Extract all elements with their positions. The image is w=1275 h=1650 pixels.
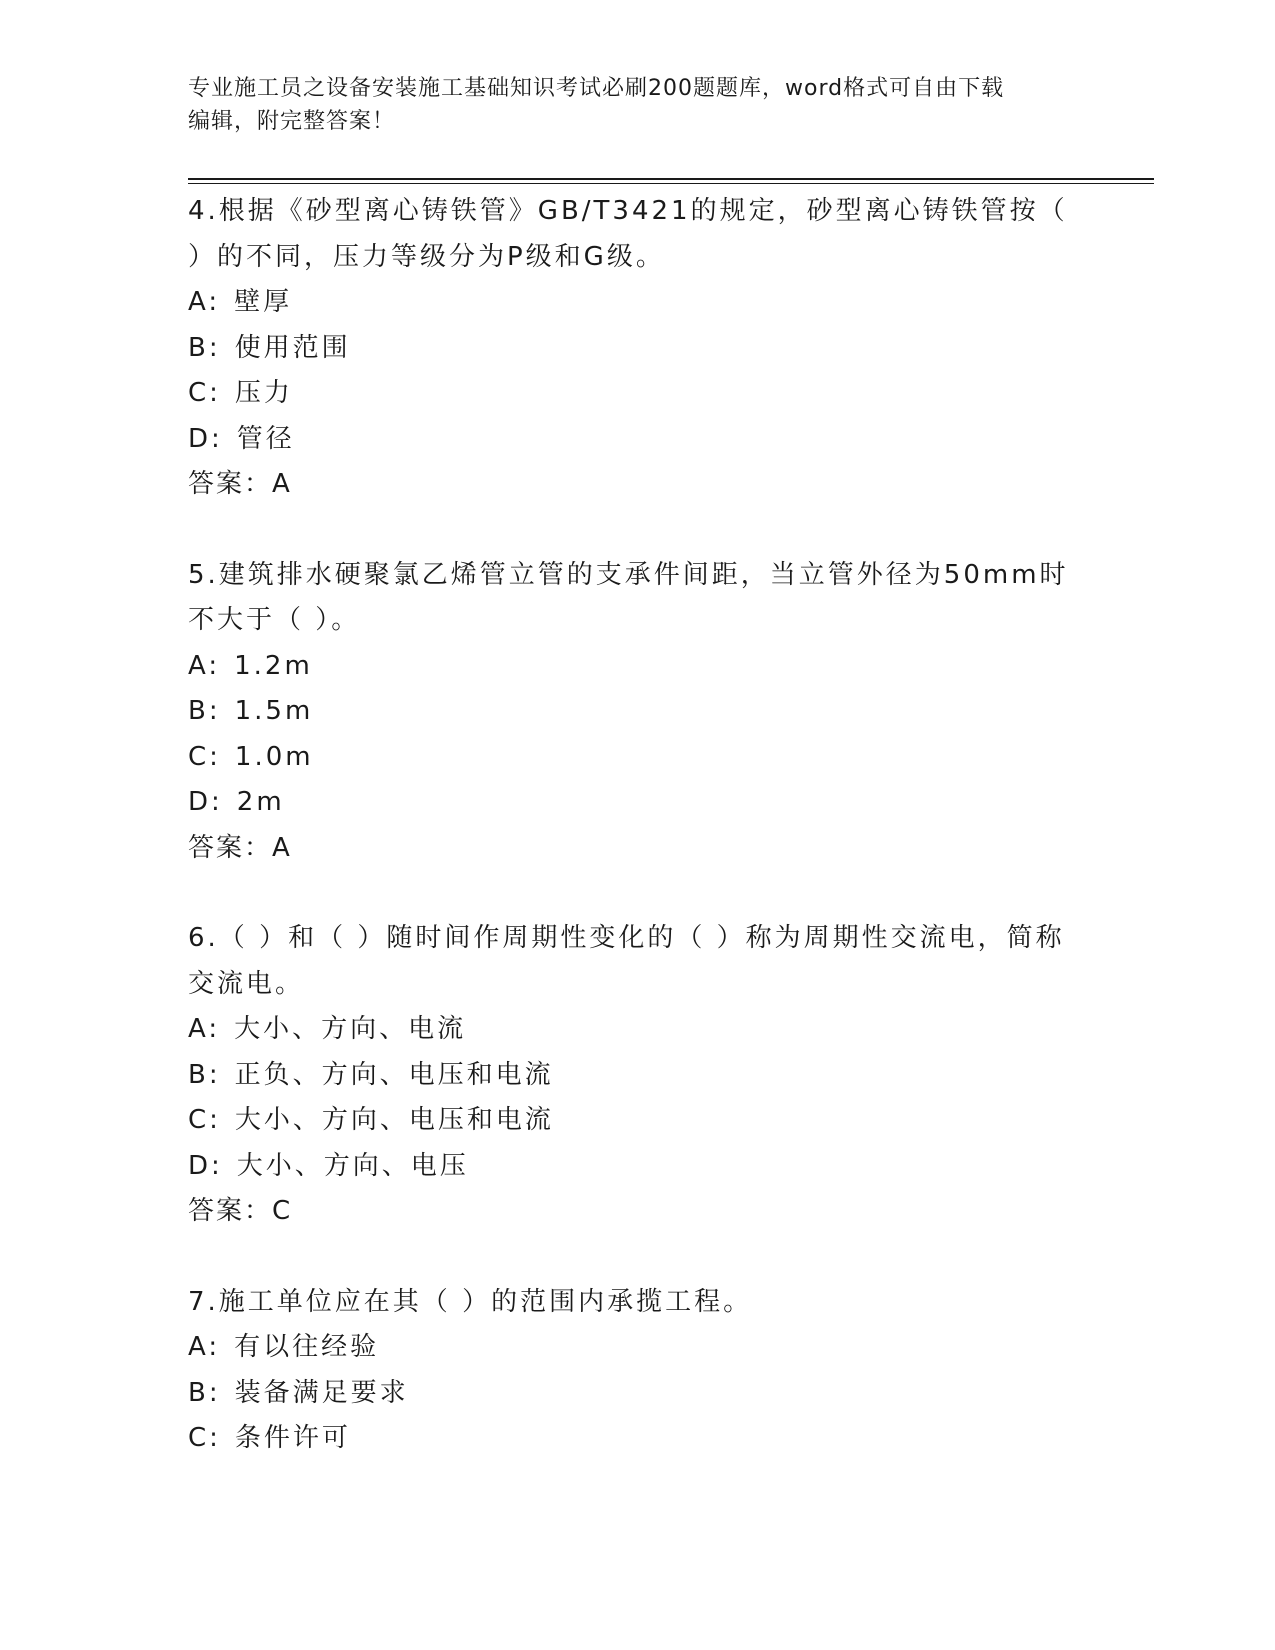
question-4 bbox=[188, 189, 1088, 508]
question-stem: 6.（ ）和（ ）随时间作周期性变化的（ ）称为周期性交流电，简称交流电。 bbox=[188, 923, 1065, 999]
option-d bbox=[188, 1144, 1088, 1190]
option-b bbox=[188, 1053, 1088, 1099]
header-line-2: 编辑，附完整答案！ bbox=[188, 109, 396, 134]
option-a bbox=[188, 644, 1088, 690]
option-text: 使用范围 bbox=[234, 332, 351, 363]
option-text: 1.0m bbox=[234, 741, 314, 772]
answer-value: C bbox=[272, 1196, 293, 1226]
question-stem: 5.建筑排水硬聚氯乙烯管立管的支承件间距，当立管外径为50mm时不大于（ ）。 bbox=[188, 559, 1069, 635]
option-b bbox=[188, 1371, 1088, 1417]
answer-label: 答案： bbox=[188, 469, 273, 499]
option-key: A: bbox=[188, 650, 221, 681]
option-key: B: bbox=[188, 696, 221, 726]
option-d bbox=[188, 780, 1088, 826]
option-a bbox=[188, 280, 1088, 326]
header-divider-thin bbox=[188, 183, 1154, 184]
option-key: B: bbox=[188, 332, 221, 363]
question-stem: 4.根据《砂型离心铸铁管》GB/T3421的规定，砂型离心铸铁管按（ ）的不同，压力等级分为P级和G级。 bbox=[188, 196, 1068, 272]
option-text: 大小、方向、电压和电流 bbox=[234, 1105, 554, 1135]
option-text: 有以往经验 bbox=[234, 1332, 380, 1362]
option-c bbox=[188, 371, 1088, 417]
answer-label: 答案： bbox=[188, 1196, 273, 1226]
option-b bbox=[188, 689, 1088, 735]
answer-value: A bbox=[272, 469, 292, 499]
question-5 bbox=[188, 553, 1088, 872]
option-key: A: bbox=[188, 1014, 221, 1044]
option-text: 压力 bbox=[234, 378, 293, 408]
option-c bbox=[188, 1416, 1088, 1462]
question-stem: 7.施工单位应在其（ ）的范围内承揽工程。 bbox=[188, 1286, 753, 1317]
answer-line bbox=[188, 1189, 1088, 1235]
question-list bbox=[188, 189, 1088, 1507]
option-d bbox=[188, 417, 1088, 463]
option-text: 大小、方向、电压 bbox=[236, 1150, 469, 1181]
option-key: C: bbox=[188, 741, 221, 772]
answer-value: A bbox=[272, 832, 292, 863]
option-key: C: bbox=[188, 1423, 221, 1453]
option-key: B: bbox=[188, 1377, 221, 1408]
header-line-1: 专业施工员之设备安装施工基础知识考试必刷200题题库，word格式可自由下载 bbox=[188, 76, 1005, 101]
option-text: 1.2m bbox=[234, 650, 313, 681]
answer-line bbox=[188, 462, 1088, 508]
option-text: 壁厚 bbox=[234, 287, 293, 317]
answer-label: 答案： bbox=[188, 832, 273, 863]
option-text: 正负、方向、电压和电流 bbox=[234, 1059, 554, 1090]
option-text: 管径 bbox=[236, 423, 295, 454]
answer-line bbox=[188, 826, 1088, 872]
option-text: 条件许可 bbox=[234, 1423, 351, 1453]
option-key: A: bbox=[188, 287, 221, 317]
question-6 bbox=[188, 916, 1088, 1235]
option-c bbox=[188, 1098, 1088, 1144]
option-key: D: bbox=[188, 787, 223, 817]
option-key: C: bbox=[188, 1105, 221, 1135]
option-text: 装备满足要求 bbox=[234, 1377, 409, 1408]
option-a bbox=[188, 1325, 1088, 1371]
document-header bbox=[188, 72, 1088, 138]
option-key: A: bbox=[188, 1332, 221, 1362]
question-7 bbox=[188, 1280, 1088, 1462]
option-key: C: bbox=[188, 378, 221, 408]
option-a bbox=[188, 1007, 1088, 1053]
option-b bbox=[188, 326, 1088, 372]
option-key: B: bbox=[188, 1059, 221, 1090]
option-key: D: bbox=[188, 423, 223, 454]
option-text: 1.5m bbox=[234, 696, 314, 726]
option-key: D: bbox=[188, 1150, 223, 1181]
option-c bbox=[188, 735, 1088, 781]
header-divider-thick bbox=[188, 178, 1154, 180]
option-text: 大小、方向、电流 bbox=[234, 1014, 467, 1044]
option-text: 2m bbox=[236, 787, 285, 817]
